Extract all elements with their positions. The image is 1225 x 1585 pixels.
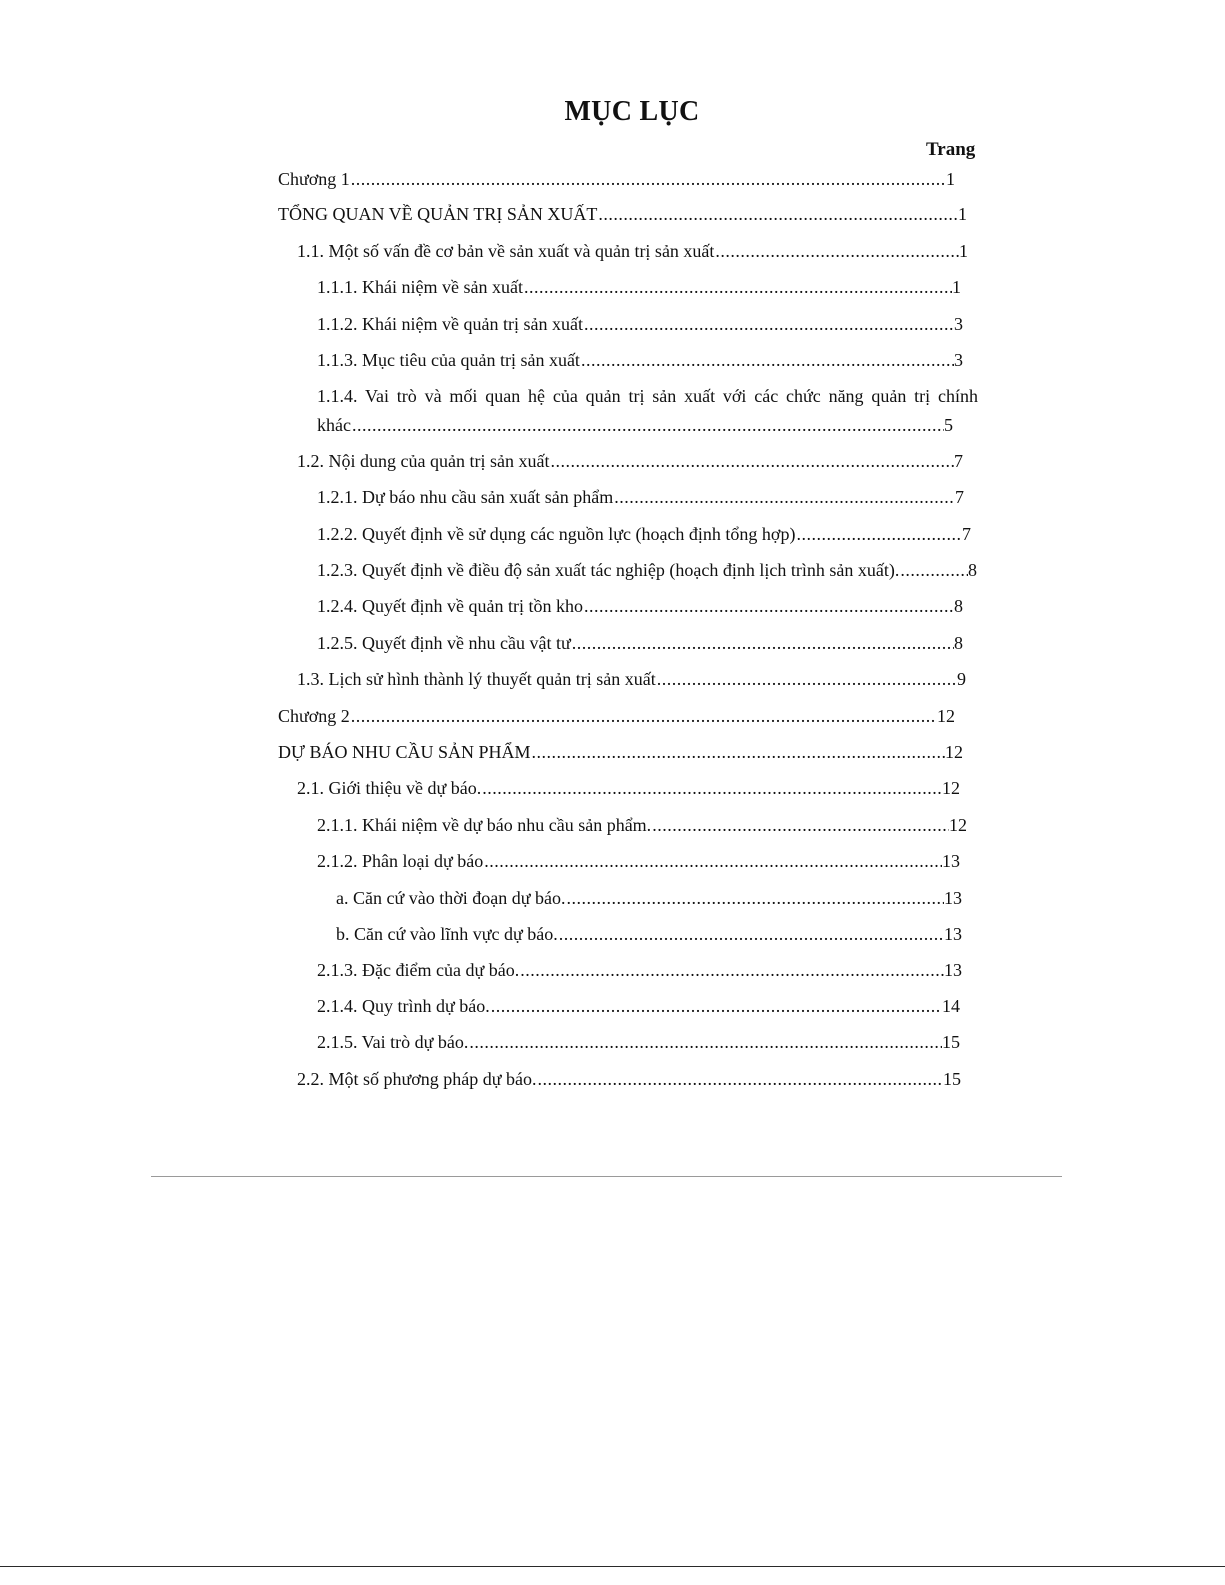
toc-entry-text: 2.1.1. Khái niệm về dự báo nhu cầu sản phẩm. — [317, 815, 652, 835]
toc-leader-dots — [613, 486, 955, 508]
toc-entry-page: 8 — [968, 560, 977, 580]
toc-entry-page: 13 — [944, 888, 962, 908]
toc-entry-page: 12 — [945, 742, 963, 762]
toc-entry-page: 1 — [952, 277, 961, 297]
toc-entry[interactable] — [278, 741, 963, 763]
toc-entry[interactable] — [317, 276, 961, 298]
bottom-border — [0, 1566, 1225, 1567]
toc-leader-dots — [899, 559, 968, 581]
toc-leader-dots — [795, 523, 962, 545]
toc-entry[interactable] — [317, 632, 963, 654]
toc-entry-text: 1.1.4. Vai trò và mối quan hệ của quản trị sản xuất với các chức năng quản trị chính — [317, 386, 978, 406]
toc-entry-page: 1 — [959, 241, 968, 261]
toc-entry[interactable] — [297, 777, 960, 799]
toc-entry-text: Chương 2 — [278, 706, 350, 726]
toc-entry-page: 7 — [962, 524, 971, 544]
toc-leader-dots — [549, 450, 954, 472]
toc-entry-page: 9 — [957, 669, 966, 689]
toc-entry[interactable] — [317, 559, 977, 581]
toc-entry-page: 14 — [942, 996, 960, 1016]
toc-leader-dots — [597, 203, 958, 225]
toc-entry[interactable] — [317, 814, 967, 836]
toc-entry[interactable] — [317, 959, 962, 981]
toc-entry-page: 13 — [942, 851, 960, 871]
toc-entry[interactable] — [297, 450, 963, 472]
toc-entry-text: 1.1.3. Mục tiêu của quản trị sản xuất — [317, 350, 580, 370]
toc-entry-text: 1.2.4. Quyết định về quản trị tồn kho — [317, 596, 583, 616]
toc-entry-text: 1.2. Nội dung của quản trị sản xuất — [297, 451, 550, 471]
toc-leader-dots — [656, 668, 957, 690]
toc-entry-text: 1.2.3. Quyết định về điều độ sản xuất tác nghiệp (hoạch định lịch trình sản xuất). — [317, 560, 900, 580]
toc-entry-page: 12 — [949, 815, 967, 835]
toc-entry-page: 8 — [954, 633, 963, 653]
toc-entry-text: 2.1.3. Đặc điểm của dự báo. — [317, 960, 520, 980]
toc-entry-continuation[interactable] — [317, 414, 953, 436]
toc-entry-page: 13 — [944, 924, 962, 944]
toc-entry[interactable] — [278, 705, 955, 727]
toc-entry[interactable] — [336, 923, 962, 945]
toc-entry-text: 2.1.4. Quy trình dự báo. — [317, 996, 490, 1016]
toc-entry-text: 1.2.1. Dự báo nhu cầu sản xuất sản phẩm — [317, 487, 614, 507]
toc-entry[interactable] — [297, 668, 966, 690]
toc-entry-page: 3 — [954, 314, 963, 334]
toc-entry-text: 2.2. Một số phương pháp dự báo. — [297, 1069, 537, 1089]
toc-entry-text-cont: khác — [317, 415, 351, 435]
toc-entry-first-line[interactable] — [317, 385, 978, 407]
page-column-header: Trang — [926, 139, 976, 160]
toc-leader-dots — [714, 240, 959, 262]
toc-leader-dots — [350, 705, 937, 727]
toc-entry-text: TỔNG QUAN VỀ QUẢN TRỊ SẢN XUẤT — [278, 204, 598, 224]
toc-entry-page: 3 — [954, 350, 963, 370]
toc-entry-page: 15 — [943, 1069, 961, 1089]
toc-leader-dots — [583, 595, 954, 617]
toc-entry-text: 1.2.2. Quyết định về sử dụng các nguồn lực (hoạch định tổng hợp) — [317, 524, 796, 544]
toc-leader-dots — [558, 923, 944, 945]
toc-entry-text: 1.1. Một số vấn đề cơ bản về sản xuất và quản trị sản xuất — [297, 241, 715, 261]
toc-entry-page: 5 — [944, 415, 953, 435]
toc-entry-text: 1.1.2. Khái niệm về quản trị sản xuất — [317, 314, 583, 334]
toc-entry-page: 1 — [946, 169, 955, 189]
toc-entry-page: 15 — [942, 1032, 960, 1052]
toc-leader-dots — [483, 850, 942, 872]
page-divider — [151, 1176, 1062, 1177]
toc-leader-dots — [523, 276, 952, 298]
toc-entry-text: 1.2.5. Quyết định về nhu cầu vật tư — [317, 633, 571, 653]
toc-entry-text: 2.1. Giới thiệu về dự báo. — [297, 778, 482, 798]
toc-entry-page: 1 — [958, 204, 967, 224]
toc-entry[interactable] — [317, 349, 963, 371]
toc-entry[interactable] — [278, 168, 955, 190]
toc-leader-dots — [537, 1068, 943, 1090]
toc-entry[interactable] — [297, 1068, 961, 1090]
toc-entry[interactable] — [297, 240, 968, 262]
toc-leader-dots — [351, 414, 944, 436]
toc-entry[interactable] — [317, 995, 960, 1017]
toc-leader-dots — [565, 887, 944, 909]
toc-entry-page: 8 — [954, 596, 963, 616]
toc-entry-page: 7 — [954, 451, 963, 471]
toc-entry-text: 1.1.1. Khái niệm về sản xuất — [317, 277, 523, 297]
toc-leader-dots — [651, 814, 949, 836]
toc-entry-text: Chương 1 — [278, 169, 350, 189]
toc-entry-text: 1.3. Lịch sử hình thành lý thuyết quản trị sản xuất — [297, 669, 656, 689]
toc-entry[interactable] — [317, 523, 971, 545]
toc-entry[interactable] — [317, 313, 963, 335]
toc-leader-dots — [468, 1031, 942, 1053]
toc-entry-text: DỰ BÁO NHU CẦU SẢN PHẨM — [278, 742, 531, 762]
toc-entry-text: b. Căn cứ vào lĩnh vực dự báo. — [336, 924, 558, 944]
toc-entry-page: 7 — [955, 487, 964, 507]
toc-leader-dots — [580, 349, 954, 371]
toc-leader-dots — [490, 995, 942, 1017]
toc-entry-page: 12 — [937, 706, 955, 726]
toc-entry[interactable] — [317, 850, 960, 872]
toc-entry[interactable] — [317, 1031, 960, 1053]
toc-entry[interactable] — [317, 595, 963, 617]
toc-leader-dots — [519, 959, 944, 981]
toc-leader-dots — [481, 777, 942, 799]
page-title: MỤC LỤC — [564, 96, 700, 127]
toc-leader-dots — [531, 741, 946, 763]
toc-leader-dots — [583, 313, 954, 335]
toc-entry-text: a. Căn cứ vào thời đoạn dự báo. — [336, 888, 566, 908]
toc-leader-dots — [350, 168, 946, 190]
toc-entry-text: 2.1.5. Vai trò dự báo. — [317, 1032, 469, 1052]
toc-entry[interactable] — [336, 887, 962, 909]
toc-entry-page: 13 — [944, 960, 962, 980]
toc-entry[interactable] — [317, 486, 964, 508]
toc-entry[interactable] — [278, 203, 967, 225]
toc-leader-dots — [571, 632, 954, 654]
toc-entry-text: 2.1.2. Phân loại dự báo — [317, 851, 484, 871]
toc-entry-page: 12 — [942, 778, 960, 798]
